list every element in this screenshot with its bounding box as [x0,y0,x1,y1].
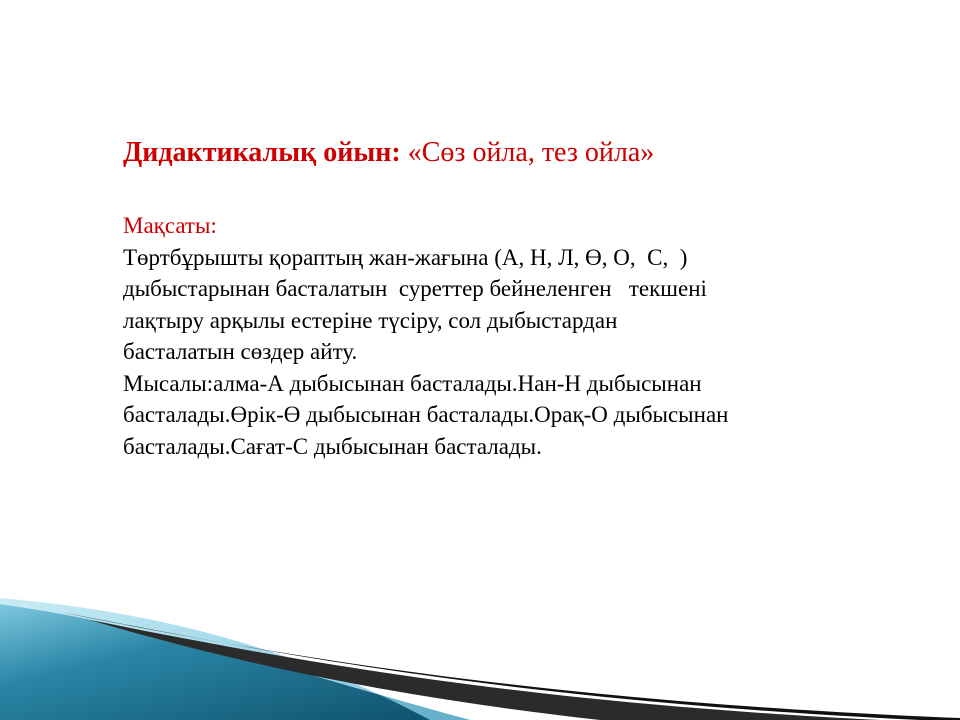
title-game-name: «Сөз ойла, тез ойла» [400,137,655,168]
goal-label: Мақсаты: [123,213,217,238]
slide-title [123,135,654,171]
body-line: басталады.Өрік-Ө дыбысынан басталады.Орақ-О дыбысынан [123,402,729,427]
body-line: лақтыру арқылы естеріне түсіру, сол дыбыстардан [123,307,618,333]
body-line: дыбыстарынан басталатын суреттер бейнеленген текшені [123,276,707,301]
title-bold-text: Дидактикалық ойын: [123,137,401,168]
slide-body [123,210,883,462]
body-line: Мысалы:алма-А дыбысынан басталады.Нан-Н дыбысынан [123,370,702,396]
decorative-swoosh [0,590,960,720]
body-line: Төртбұрышты қораптың жан-жағына (А, Н, Л, Ө, О, С, ) [123,244,688,270]
body-line: басталады.Сағат-С дыбысынан басталады. [123,433,542,459]
body-line: басталатын сөздер айту. [123,339,358,364]
